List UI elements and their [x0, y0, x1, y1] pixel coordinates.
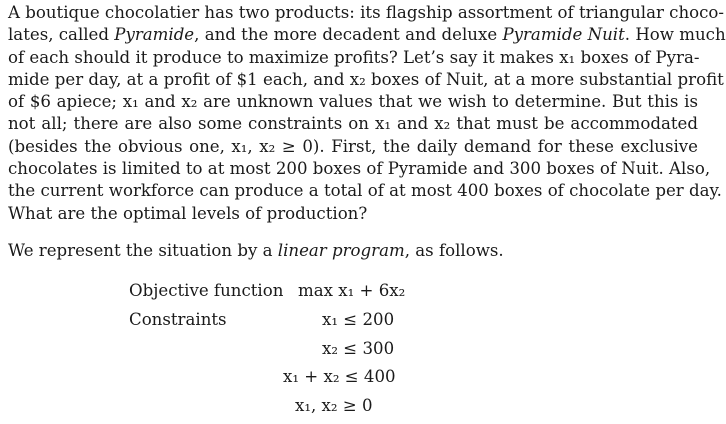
constraints-label: Constraints	[129, 310, 227, 329]
objective-label: Objective function	[129, 281, 284, 300]
paragraph-line: not all; there are also some constraints on x₁ and x₂ that must be accommodated	[8, 114, 698, 134]
paragraph-line: of each should it produce to maximize profits? Let’s say it makes x₁ boxes of Pyra-	[8, 47, 700, 67]
paragraph-line: of $6 apiece; x₁ and x₂ are unknown values that we wish to determine. But this is	[8, 92, 698, 112]
paragraph-line: What are the optimal levels of production?	[8, 203, 368, 223]
intro-emphasis: linear program	[277, 241, 405, 260]
paragraph-line: lates, called Pyramide, and the more decadent and deluxe Pyramide Nuit. How much	[8, 25, 726, 45]
paragraph-line: chocolates is limited to at most 200 boxes of Pyramide and 300 boxes of Nuit. Also,	[8, 159, 711, 179]
paragraph-line: the current workforce can produce a total of at most 400 boxes of chocolate per day.	[8, 181, 722, 201]
paragraph-line: A boutique chocolatier has two products: its flagship assortment of triangular choco-	[8, 3, 725, 22]
constraint: x₁, x₂ ≥ 0	[295, 396, 373, 415]
intro-sentence	[8, 240, 698, 262]
intro-text: , as follows.	[404, 241, 504, 260]
objective-expression: max x₁ + 6x₂	[298, 281, 406, 300]
intro-text: We represent the situation by a	[8, 241, 278, 260]
paragraph-line: mide per day, at a profit of $1 each, and x₂ boxes of Nuit, at a more substantial profit	[8, 69, 724, 89]
product-name: Pyramide	[114, 25, 195, 45]
constraint: x₂ ≤ 300	[322, 339, 395, 358]
constraint: x₁ ≤ 200	[322, 310, 395, 329]
paragraph-line: (besides the obvious one, x₁, x₂ ≥ 0). First, the daily demand for these exclusive	[8, 136, 698, 156]
product-name: Pyramide Nuit	[502, 25, 625, 45]
constraint: x₁ + x₂ ≤ 400	[283, 367, 396, 386]
problem-paragraph	[8, 2, 726, 225]
